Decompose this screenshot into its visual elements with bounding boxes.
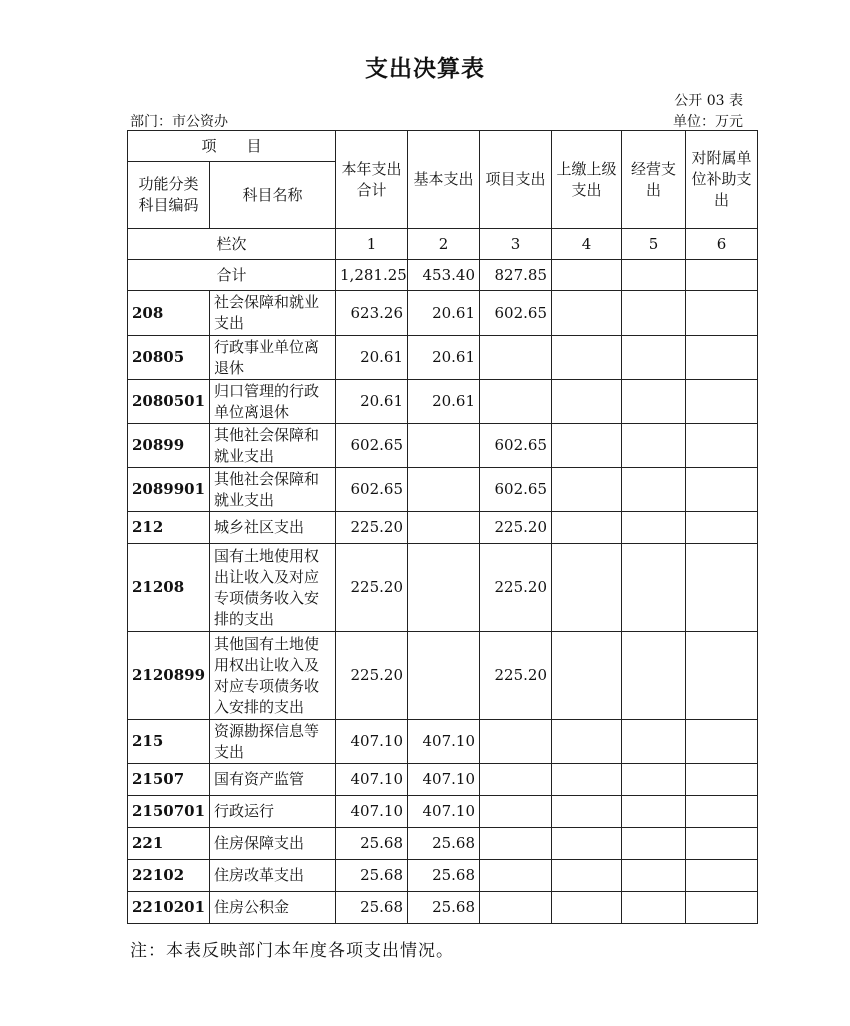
total-basic: 453.40 (408, 260, 480, 291)
total-project: 827.85 (480, 260, 552, 291)
column-number: 2 (408, 229, 480, 260)
row-basic: 20.61 (408, 380, 480, 424)
table-row (128, 720, 758, 764)
row-name: 其他国有土地使用权出让收入及对应专项债务收入安排的支出 (210, 632, 336, 720)
empty-cell (686, 892, 758, 924)
empty-cell (622, 291, 686, 336)
empty-cell (622, 860, 686, 892)
row-project: 602.65 (480, 424, 552, 468)
table-row (128, 796, 758, 828)
header-subject-name: 科目名称 (210, 162, 336, 229)
row-total: 407.10 (336, 720, 408, 764)
empty-cell (552, 424, 622, 468)
row-total: 25.68 (336, 828, 408, 860)
empty-cell (552, 892, 622, 924)
row-code: 221 (128, 828, 210, 860)
empty-cell (686, 468, 758, 512)
empty-cell (686, 512, 758, 544)
header-project: 项目支出 (480, 131, 552, 229)
row-code: 212 (128, 512, 210, 544)
empty-cell (622, 796, 686, 828)
row-basic: 407.10 (408, 796, 480, 828)
row-basic (408, 632, 480, 720)
row-total: 225.20 (336, 512, 408, 544)
empty-cell (622, 764, 686, 796)
row-code: 21507 (128, 764, 210, 796)
empty-cell (552, 291, 622, 336)
header-upper: 上缴上级支出 (552, 131, 622, 229)
empty-cell (686, 424, 758, 468)
row-code: 20899 (128, 424, 210, 468)
row-total: 407.10 (336, 764, 408, 796)
header-basic: 基本支出 (408, 131, 480, 229)
row-basic: 25.68 (408, 828, 480, 860)
table-row (128, 291, 758, 336)
row-code: 2089901 (128, 468, 210, 512)
unit-label: 单位：万元 (673, 114, 743, 130)
header-item: 项 目 (128, 131, 336, 162)
empty-cell (686, 544, 758, 632)
empty-cell (552, 260, 622, 291)
row-name: 社会保障和就业支出 (210, 291, 336, 336)
row-project: 225.20 (480, 632, 552, 720)
empty-cell (622, 260, 686, 291)
empty-cell (552, 632, 622, 720)
row-basic (408, 424, 480, 468)
row-name: 资源勘探信息等支出 (210, 720, 336, 764)
empty-cell (622, 720, 686, 764)
row-basic: 407.10 (408, 720, 480, 764)
row-code: 2210201 (128, 892, 210, 924)
empty-cell (686, 336, 758, 380)
header-total: 本年支出合计 (336, 131, 408, 229)
row-name: 国有资产监管 (210, 764, 336, 796)
form-number: 公开 03 表 (674, 93, 743, 109)
row-code: 2080501 (128, 380, 210, 424)
row-total: 225.20 (336, 632, 408, 720)
empty-cell (552, 720, 622, 764)
table-row (128, 468, 758, 512)
empty-cell (622, 632, 686, 720)
empty-cell (552, 796, 622, 828)
empty-cell (686, 291, 758, 336)
row-name: 行政运行 (210, 796, 336, 828)
row-code: 20805 (128, 336, 210, 380)
empty-cell (686, 828, 758, 860)
row-total: 20.61 (336, 336, 408, 380)
empty-cell (622, 468, 686, 512)
row-name: 其他社会保障和就业支出 (210, 468, 336, 512)
row-project (480, 860, 552, 892)
row-project (480, 764, 552, 796)
empty-cell (552, 828, 622, 860)
row-basic (408, 468, 480, 512)
empty-cell (686, 764, 758, 796)
row-total: 20.61 (336, 380, 408, 424)
empty-cell (552, 764, 622, 796)
row-name: 城乡社区支出 (210, 512, 336, 544)
row-name: 归口管理的行政单位离退休 (210, 380, 336, 424)
column-number: 3 (480, 229, 552, 260)
row-basic: 20.61 (408, 336, 480, 380)
row-code: 21208 (128, 544, 210, 632)
row-code: 22102 (128, 860, 210, 892)
row-basic: 25.68 (408, 892, 480, 924)
total-amount: 1,281.25 (336, 260, 408, 291)
empty-cell (622, 544, 686, 632)
total-row (128, 260, 758, 291)
empty-cell (686, 260, 758, 291)
column-number: 6 (686, 229, 758, 260)
column-number-label: 栏次 (128, 229, 336, 260)
row-project (480, 796, 552, 828)
empty-cell (686, 860, 758, 892)
empty-cell (552, 860, 622, 892)
row-project: 225.20 (480, 512, 552, 544)
empty-cell (686, 380, 758, 424)
row-project: 602.65 (480, 291, 552, 336)
row-name: 住房改革支出 (210, 860, 336, 892)
row-code: 208 (128, 291, 210, 336)
table-row (128, 544, 758, 632)
header-business: 经营支出 (622, 131, 686, 229)
row-name: 住房公积金 (210, 892, 336, 924)
empty-cell (552, 512, 622, 544)
table-row (128, 380, 758, 424)
row-name: 行政事业单位离退休 (210, 336, 336, 380)
empty-cell (552, 544, 622, 632)
empty-cell (622, 336, 686, 380)
empty-cell (686, 796, 758, 828)
row-basic: 25.68 (408, 860, 480, 892)
expenditure-table (127, 130, 758, 924)
empty-cell (622, 892, 686, 924)
empty-cell (552, 336, 622, 380)
row-total: 602.65 (336, 424, 408, 468)
page-title: 支出决算表 (365, 55, 485, 82)
row-project: 602.65 (480, 468, 552, 512)
row-basic (408, 512, 480, 544)
table-row (128, 424, 758, 468)
row-total: 623.26 (336, 291, 408, 336)
header-subsidiary: 对附属单位补助支出 (686, 131, 758, 229)
row-project (480, 892, 552, 924)
column-number: 5 (622, 229, 686, 260)
row-name: 国有土地使用权出让收入及对应专项债务收入安排的支出 (210, 544, 336, 632)
row-total: 25.68 (336, 892, 408, 924)
column-number: 1 (336, 229, 408, 260)
table-row (128, 764, 758, 796)
table-row (128, 336, 758, 380)
row-code: 215 (128, 720, 210, 764)
row-project (480, 720, 552, 764)
empty-cell (686, 632, 758, 720)
table-row (128, 632, 758, 720)
total-label: 合计 (128, 260, 336, 291)
table-row (128, 512, 758, 544)
row-basic: 20.61 (408, 291, 480, 336)
empty-cell (622, 512, 686, 544)
row-basic: 407.10 (408, 764, 480, 796)
row-total: 407.10 (336, 796, 408, 828)
table-row (128, 828, 758, 860)
row-code: 2120899 (128, 632, 210, 720)
empty-cell (686, 720, 758, 764)
row-basic (408, 544, 480, 632)
table-row (128, 892, 758, 924)
row-code: 2150701 (128, 796, 210, 828)
empty-cell (552, 468, 622, 512)
row-name: 其他社会保障和就业支出 (210, 424, 336, 468)
row-name: 住房保障支出 (210, 828, 336, 860)
table-row (128, 860, 758, 892)
column-number: 4 (552, 229, 622, 260)
row-project (480, 336, 552, 380)
row-project (480, 828, 552, 860)
department-label: 部门：市公资办 (130, 114, 228, 130)
footnote: 注：本表反映部门本年度各项支出情况。 (130, 941, 454, 961)
empty-cell (622, 828, 686, 860)
empty-cell (622, 380, 686, 424)
row-project (480, 380, 552, 424)
empty-cell (622, 424, 686, 468)
row-total: 225.20 (336, 544, 408, 632)
row-total: 25.68 (336, 860, 408, 892)
row-project: 225.20 (480, 544, 552, 632)
empty-cell (552, 380, 622, 424)
header-func-code: 功能分类科目编码 (128, 162, 210, 229)
row-total: 602.65 (336, 468, 408, 512)
